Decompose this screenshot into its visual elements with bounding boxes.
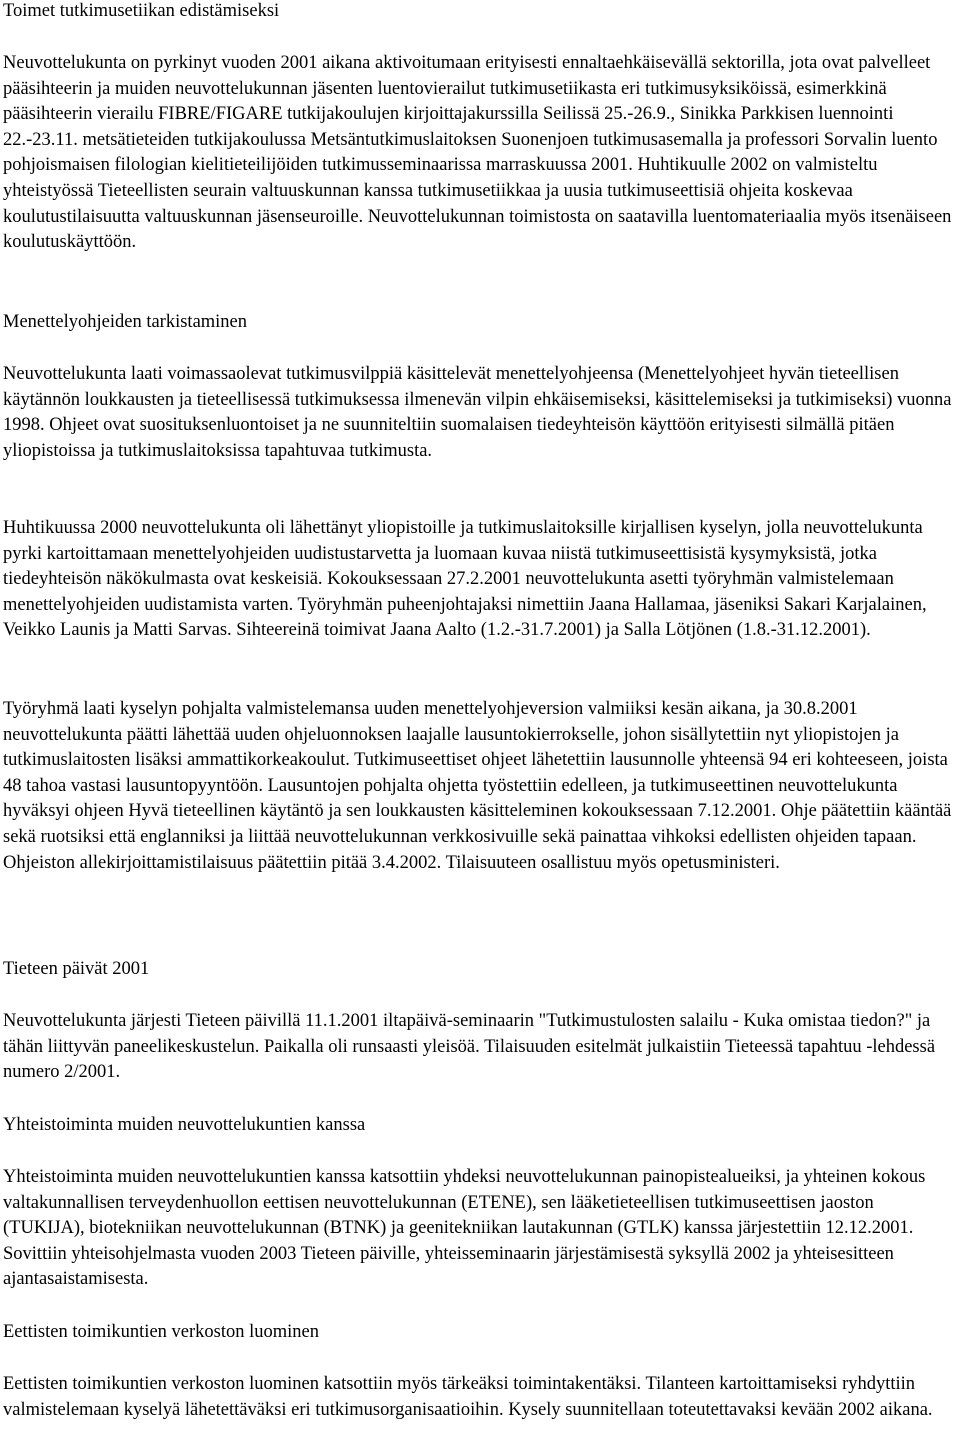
- paragraph: Eettisten toimikuntien verkoston luominen katsottiin myös tärkeäksi toimintakentäksi. Tilanteen kartoittamiseksi ryhdyttiin valmistelemaan kyselyä lähetettäväksi eri tutkimusorganisaatioihin. Kysely suunnitellaan toteutettavaksi kevään 2002 aikana.: [3, 1374, 933, 1420]
- section-heading: Toimet tutkimusetiikan edistämiseksi: [3, 1, 280, 21]
- paragraph: Työryhmä laati kyselyn pohjalta valmistelemansa uuden menettelyohjeversion valmiiksi kesän aikana, ja 30.8.2001 neuvottelukunta päätti lähettää uuden ohjeluonnoksen laajalle lausuntokierrokselle, johon sisällytettiin nyt yliopistojen ja tutkimuslaitosten lisäksi ammattikorkeakoulut. Tutkimuseettiset ohjeet lähetettiin lausunnolle yhteensä 94 eri kohteeseen, joista 48 tahoa vastasi lausuntopyyntöön. Lausuntojen pohjalta ohjetta työstettiin edelleen, ja tutkimuseettinen neuvottelukunta hyväksyi ohjeen Hyvä tieteellinen käytäntö ja sen loukkausten käsitteleminen kokouksessaan 7.12.2001. Ohje päätettiin kääntää sekä ruotsiksi että englanniksi ja liittää neuvottelukunnan verkkosivuille sekä painattaa vihkoksi edellisten ohjeiden tapaan. Ohjeiston allekirjoittamistilaisuus päätettiin pitää 3.4.2002. Tilaisuuteen osallistuu myös opetusministeri.: [3, 699, 952, 873]
- section-heading: Eettisten toimikuntien verkoston luominen: [3, 1322, 319, 1342]
- section-heading: Tieteen päivät 2001: [3, 959, 150, 979]
- paragraph: Neuvottelukunta laati voimassaolevat tutkimusvilppiä käsittelevät menettelyohjeensa (Menettelyohjeet hyvän tieteellisen käytännön loukkausten ja tieteellisessä tutkimuksessa ilmenevän vilpin ehkäisemiseksi, käsittelemiseksi ja tutkimiseksi) vuonna 1998. Ohjeet ovat suosituksenluontoiset ja ne suunniteltiin suomalaisen tiedeyhteisön käyttöön erityisesti silmällä pitäen yliopistoissa ja tutkimuslaitoksissa tapahtuvaa tutkimusta.: [3, 364, 952, 461]
- paragraph: Huhtikuussa 2000 neuvottelukunta oli lähettänyt yliopistoille ja tutkimuslaitoksille kirjallisen kyselyn, jolla neuvottelukunta pyrki kartoittamaan menettelyohjeiden uudistustarvetta ja luomaan kuvaa niistä tutkimuseettisistä kysymyksistä, jotka tiedeyhteisön näkökulmasta ovat keskeisiä. Kokouksessaan 27.2.2001 neuvottelukunta asetti työryhmän valmistelemaan menettelyohjeiden uudistamista varten. Työryhmän puheenjohtajaksi nimettiin Jaana Hallamaa, jäseniksi Sakari Karjalainen, Veikko Launis ja Matti Sarvas. Sihteereinä toimivat Jaana Aalto (1.2.-31.7.2001) ja Salla Lötjönen (1.8.-31.12.2001).: [3, 518, 927, 641]
- section-heading: Yhteistoiminta muiden neuvottelukuntien kanssa: [3, 1115, 366, 1135]
- paragraph: Neuvottelukunta on pyrkinyt vuoden 2001 aikana aktivoitumaan erityisesti ennaltaehkäisevällä sektorilla, jota ovat palvelleet pääsihteerin ja muiden neuvottelukunnan jäsenten luentovierailut tutkimusetiikasta eri tutkimusyksiköissä, esimerkkinä pääsihteerin vierailu FIBRE/FIGARE tutkijakoulujen kirjoittajakurssilla Seilissä 25.-26.9., Sinikka Parkkisen luennointi 22.-23.11. metsätieteiden tutkijakoulussa Metsäntutkimuslaitoksen Suonenjoen tutkimusasemalla ja professori Sorvalin luento pohjoismaisen filologian kielitieteilijöiden tutkimusseminaarissa marraskuussa 2001. Huhtikuulle 2002 on valmisteltu yhteistyössä Tieteellisten seurain valtuuskunnan kanssa tutkimusetiikkaa ja uusia tutkimuseettisiä ohjeita koskevaa koulutustilaisuutta valtuuskunnan jäsenseuroille. Neuvottelukunnan toimistosta on saatavilla luentomateriaalia myös itsenäiseen koulutuskäyttöön.: [3, 53, 952, 253]
- section-heading: Menettelyohjeiden tarkistaminen: [3, 312, 248, 332]
- paragraph: Neuvottelukunta järjesti Tieteen päivillä 11.1.2001 iltapäivä-seminaarin "Tutkimustulosten salailu - Kuka omistaa tiedon?" ja tähän liittyvän paneelikeskustelun. Paikalla oli runsaasti yleisöä. Tilaisuuden esitelmät julkaistiin Tieteessä tapahtuu -lehdessä numero 2/2001.: [3, 1011, 936, 1083]
- paragraph: Yhteistoiminta muiden neuvottelukuntien kanssa katsottiin yhdeksi neuvottelukunnan painopistealueiksi, ja yhteinen kokous valtakunnallisen terveydenhuollon eettisen neuvottelukunnan (ETENE), sen lääketieteellisen tutkimuseettisen jaoston (TUKIJA), biotekniikan neuvottelukunnan (BTNK) ja geenitekniikan lautakunnan (GTLK) kanssa järjestettiin 12.12.2001. Sovittiin yhteisohjelmasta vuoden 2003 Tieteen päiville, yhteisseminaarin järjestämisestä syksyllä 2002 ja yhteisesitteen ajantasaistamisesta.: [3, 1167, 926, 1290]
